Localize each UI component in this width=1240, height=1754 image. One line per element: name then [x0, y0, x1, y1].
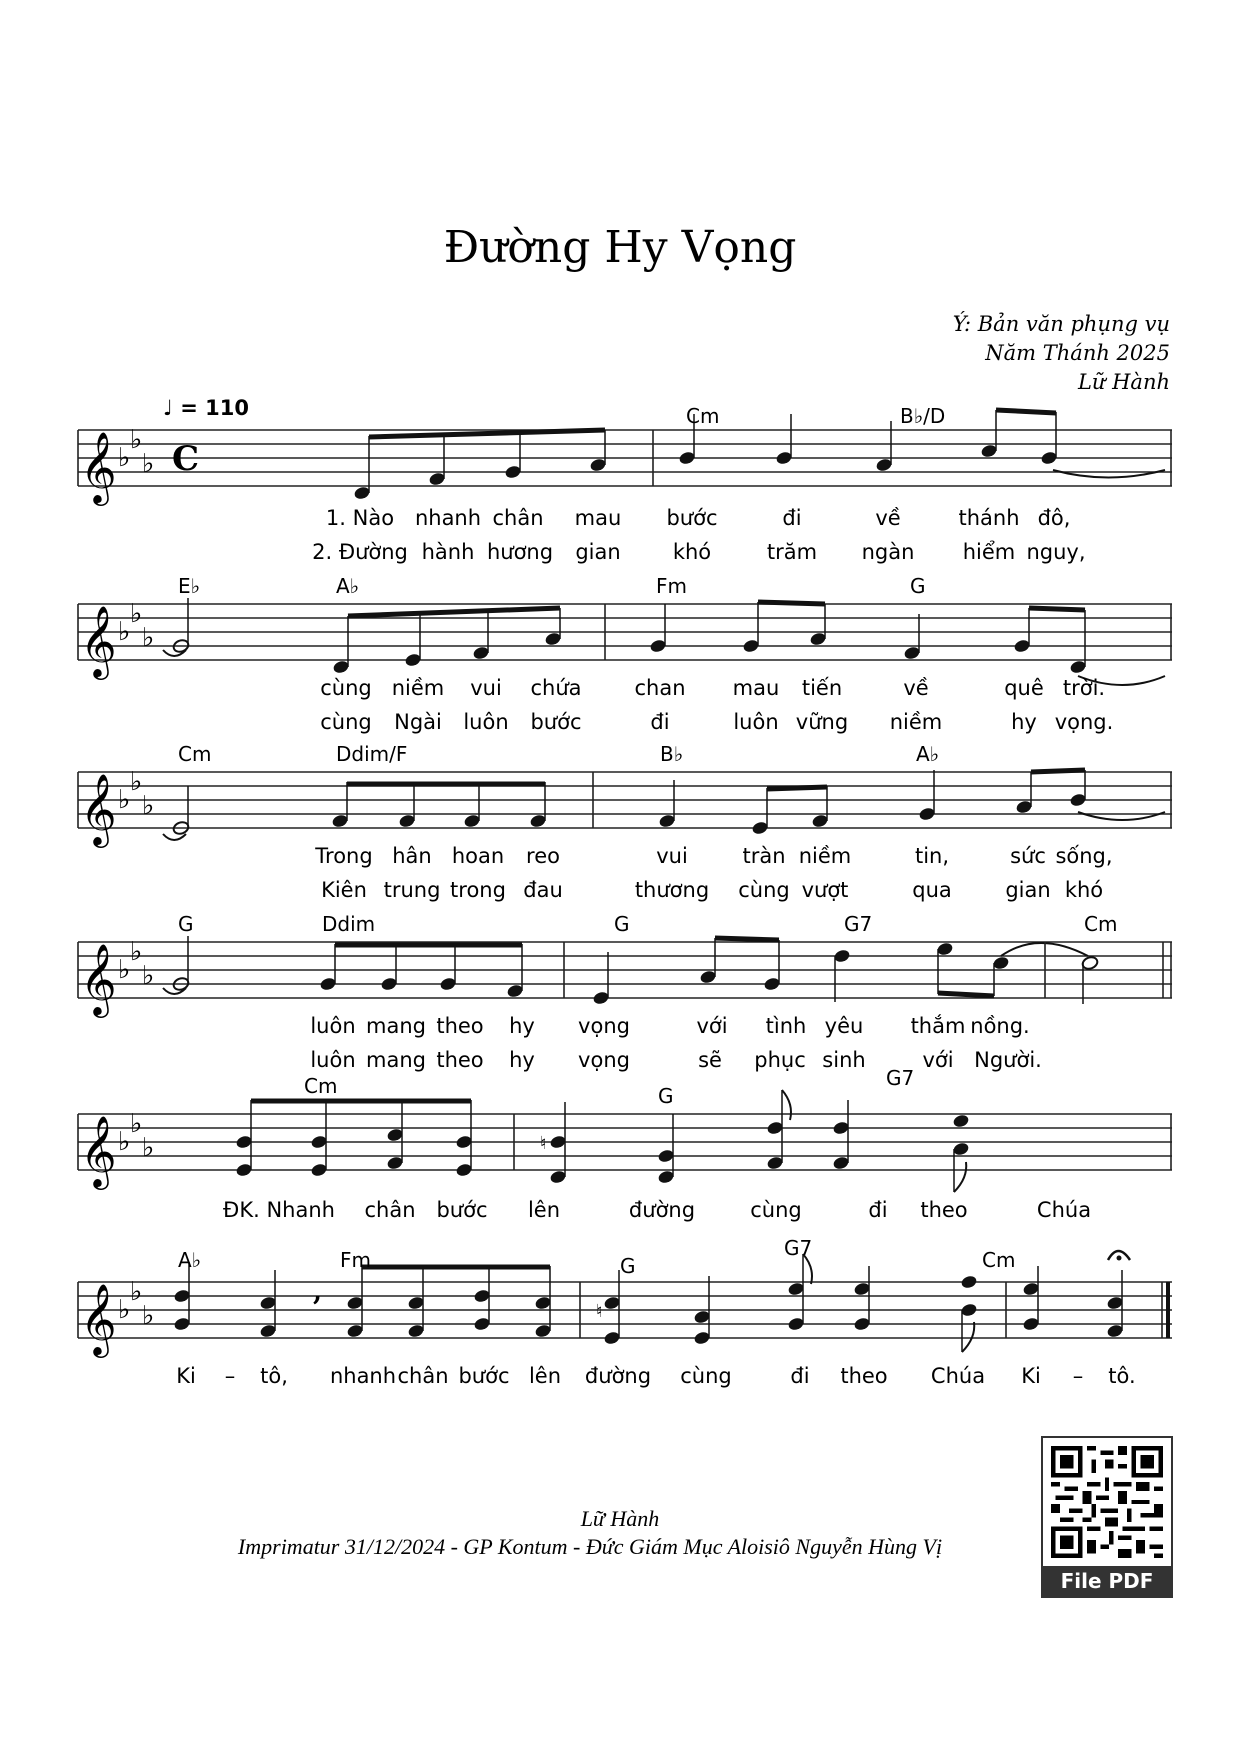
lyric-syllable: qua [912, 878, 952, 902]
staff-system-2 [78, 574, 1172, 734]
lyric-syllable: hy [509, 1014, 535, 1038]
lyric-syllable: đi [650, 710, 670, 734]
qr-code-icon [1051, 1446, 1163, 1558]
lyric-syllable: quê [1004, 676, 1044, 700]
lyric-syllable: thương [634, 878, 710, 902]
lyric-syllable: bước [458, 1364, 510, 1388]
chord-symbol: G [658, 1084, 674, 1108]
lyric-syllable: sức [1010, 844, 1046, 868]
lyric-syllable: bước [666, 506, 718, 530]
lyric-syllable: Chúa [1036, 1198, 1092, 1222]
lyric-syllable: tô. [1108, 1364, 1136, 1388]
lyric-syllable: trăm [766, 540, 818, 564]
lyric-syllable: tin, [914, 844, 950, 868]
lyric-syllable: theo [436, 1014, 484, 1038]
chord-symbol: Cm [1084, 912, 1118, 936]
lyric-syllable: thắm [910, 1014, 966, 1038]
lyric-syllable: Chúa [930, 1364, 986, 1388]
chord-symbol: G7 [844, 912, 873, 936]
lyric-syllable: sẽ [698, 1048, 722, 1072]
lyric-syllable: thánh [958, 506, 1020, 530]
lyric-syllable: chan [634, 676, 686, 700]
lyric-syllable: đi [782, 506, 802, 530]
lyric-syllable: Ki [1021, 1364, 1041, 1388]
credit-year: Năm Thánh 2025 [985, 341, 1170, 365]
lyric-syllable: trung [383, 878, 441, 902]
lyric-syllable: vọng. [1054, 710, 1114, 734]
lyric-syllable: mau [574, 506, 622, 530]
lyric-syllable: mau [732, 676, 780, 700]
lyric-syllable: sống, [1055, 844, 1113, 868]
lyric-syllable: khó [672, 540, 712, 564]
lyric-syllable: ngàn [861, 540, 915, 564]
chord-symbol: Fm [656, 574, 687, 598]
lyric-syllable: với [922, 1048, 954, 1072]
lyric-syllable: chân [397, 1364, 449, 1388]
lyric-syllable: bước [436, 1198, 488, 1222]
lyric-syllable: chân [364, 1198, 416, 1222]
staff-system-4 [78, 912, 1172, 1072]
qr-label: File PDF [1043, 1566, 1171, 1596]
lyric-syllable: luôn [310, 1048, 356, 1072]
lyric-syllable: đi [790, 1364, 810, 1388]
lyric-syllable: về [875, 506, 901, 530]
lyric-syllable: mang [366, 1048, 426, 1072]
lyric-syllable: Kiên [321, 878, 367, 902]
chord-symbol: G7 [886, 1066, 915, 1090]
lyric-syllable: gian [1005, 878, 1051, 902]
lyric-syllable: vượt [801, 878, 849, 902]
lyric-syllable: niềm [889, 710, 943, 734]
lyric-syllable: chân [492, 506, 544, 530]
chord-symbol: G7 [784, 1236, 813, 1260]
tempo-marking: ♩ = 110 [163, 396, 249, 420]
chord-symbol: B♭/D [900, 404, 946, 428]
chord-symbol: Ddim [322, 912, 376, 936]
lyric-syllable: – [1072, 1364, 1084, 1388]
chord-symbol: Fm [340, 1248, 371, 1272]
footer-author: Lữ Hành [580, 1506, 660, 1531]
lyric-syllable: đô, [1037, 506, 1071, 530]
chord-symbol: A♭ [336, 574, 360, 598]
qr-code-pdf-link[interactable] [1041, 1436, 1173, 1598]
lyric-syllable: nguy, [1026, 540, 1086, 564]
lyric-syllable: vui [470, 676, 502, 700]
lyric-syllable: luôn [733, 710, 779, 734]
lyric-syllable: chứa [530, 676, 582, 700]
lyric-syllable: Ki [176, 1364, 196, 1388]
lyric-syllable: cùng [750, 1198, 802, 1222]
lyric-syllable: niềm [391, 676, 445, 700]
lyric-syllable: nồng. [970, 1014, 1030, 1038]
lyric-syllable: hy [509, 1048, 535, 1072]
lyric-syllable: Ngài [394, 710, 442, 734]
lyric-syllable: lên [528, 1364, 562, 1388]
svg-text:♮: ♮ [596, 1301, 603, 1322]
lyric-syllable: tô, [260, 1364, 288, 1388]
lyric-syllable: luôn [463, 710, 509, 734]
svg-text:C: C [172, 439, 200, 479]
chord-symbol: G [910, 574, 926, 598]
chord-symbol: Cm [982, 1248, 1016, 1272]
lyric-syllable: bước [530, 710, 582, 734]
lyric-syllable: đau [523, 878, 563, 902]
chord-symbol: Cm [304, 1074, 338, 1098]
chord-symbol: B♭ [660, 742, 684, 766]
lyric-syllable: tiến [801, 676, 843, 700]
lyric-syllable: vọng [578, 1014, 630, 1038]
lyric-syllable: hy [1011, 710, 1037, 734]
lyric-syllable: ĐK. Nhanh [223, 1198, 335, 1222]
svg-text:♮: ♮ [540, 1133, 547, 1154]
lyric-syllable: nhanh [329, 1364, 397, 1388]
chord-symbol: Cm [178, 742, 212, 766]
lyric-syllable: mang [366, 1014, 426, 1038]
chord-symbol: G [614, 912, 630, 936]
lyric-syllable: theo [436, 1048, 484, 1072]
lyric-syllable: niềm [798, 844, 852, 868]
staff-system-6 [78, 1236, 1172, 1402]
lyric-syllable: Trong [315, 844, 373, 868]
chord-symbol: G [620, 1254, 636, 1278]
lyric-syllable: luôn [310, 1014, 356, 1038]
lyric-syllable: trời. [1062, 676, 1106, 700]
chord-symbol: Cm [686, 404, 720, 428]
lyric-syllable: gian [575, 540, 621, 564]
lyric-syllable: hương [486, 540, 554, 564]
credit-composer: Lữ Hành [1077, 370, 1170, 394]
lyric-syllable: 2. Đường [312, 540, 408, 564]
footer-imprimatur: Imprimatur 31/12/2024 - GP Kontum - Đức Giám Mục Aloisiô Nguyễn Hùng Vị [237, 1534, 943, 1559]
lyric-syllable: đi [868, 1198, 888, 1222]
lyric-syllable: reo [526, 844, 560, 868]
lyric-syllable: cùng [738, 878, 790, 902]
lyric-syllable: vui [656, 844, 688, 868]
lyric-syllable: theo [920, 1198, 968, 1222]
lyric-syllable: vững [795, 710, 849, 734]
lyric-syllable: 1. Nào [325, 506, 395, 530]
staff-system-5 [78, 1066, 1172, 1234]
staff-system-3 [78, 742, 1172, 902]
lyric-syllable: nhanh [414, 506, 482, 530]
lyric-syllable: tình [765, 1014, 807, 1038]
lyric-syllable: lên [527, 1198, 561, 1222]
lyric-syllable: Người. [974, 1048, 1042, 1072]
lyric-syllable: hiểm [962, 540, 1016, 564]
lyric-syllable: vọng [578, 1048, 630, 1072]
credit-source: Ý: Bản văn phụng vụ [952, 312, 1170, 336]
chord-symbol: A♭ [916, 742, 940, 766]
lyric-syllable: về [903, 676, 929, 700]
lyric-syllable: hoan [451, 844, 505, 868]
fermata-icon [1108, 1251, 1130, 1261]
lyric-syllable: đường [628, 1198, 696, 1222]
lyric-syllable: cùng [680, 1364, 732, 1388]
lyric-syllable: với [696, 1014, 728, 1038]
chord-symbol: A♭ [178, 1248, 202, 1272]
song-title: Đường Hy Vọng [443, 222, 797, 273]
lyric-syllable: phục [754, 1048, 806, 1072]
lyric-syllable: sinh [822, 1048, 866, 1072]
chord-symbol: E♭ [178, 574, 201, 598]
lyric-syllable: cùng [320, 710, 372, 734]
chord-symbol: Ddim/F [336, 742, 408, 766]
lyric-syllable: – [224, 1364, 236, 1388]
chord-symbol: G [178, 912, 194, 936]
lyric-syllable: khó [1064, 878, 1104, 902]
lyric-syllable: yêu [824, 1014, 864, 1038]
lyric-syllable: đường [584, 1364, 652, 1388]
svg-text:,: , [313, 1277, 323, 1307]
lyric-syllable: cùng [320, 676, 372, 700]
credits-block [953, 310, 1170, 397]
lyric-syllable: theo [840, 1364, 888, 1388]
lyric-syllable: trong [450, 878, 506, 902]
lyric-syllable: hành [421, 540, 475, 564]
lyric-syllable: tràn [742, 844, 786, 868]
lyric-syllable: hân [392, 844, 432, 868]
staff-notation [78, 604, 1172, 734]
